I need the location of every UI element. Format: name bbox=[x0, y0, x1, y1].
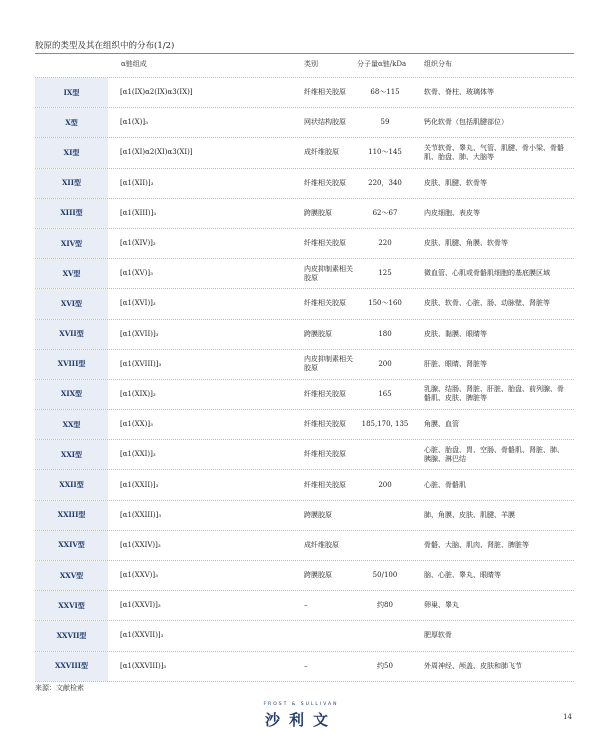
chain-cell: [α1(IX)α2(IX)α3(IX)] bbox=[120, 88, 193, 97]
table-row bbox=[35, 288, 574, 318]
chain-cell: [α1(XXV)]₃ bbox=[120, 571, 158, 580]
chain-cell: [α1(XX)]₃ bbox=[120, 420, 153, 429]
mw-cell: 125 bbox=[378, 269, 392, 278]
class-cell: 跨膜胶原 bbox=[304, 208, 332, 217]
mw-cell: 180 bbox=[378, 329, 392, 338]
class-cell: 内皮抑制素相关胶原 bbox=[304, 264, 353, 282]
type-cell: XXI型 bbox=[35, 440, 108, 469]
table-row bbox=[35, 651, 574, 682]
class-cell: 纤维相关胶原 bbox=[304, 480, 346, 489]
class-cell: 成纤维胶原 bbox=[304, 540, 339, 549]
mw-cell bbox=[359, 440, 411, 469]
header-dist: 组织分布 bbox=[424, 60, 452, 68]
table-row bbox=[35, 469, 574, 499]
type-cell: X型 bbox=[35, 108, 108, 137]
page-number: 14 bbox=[563, 713, 572, 721]
dist-cell: 肥厚软骨 bbox=[424, 631, 452, 640]
chain-cell: [α1(XXVII)]₃ bbox=[120, 631, 164, 640]
class-cell: 纤维相关胶原 bbox=[304, 88, 346, 97]
mw-cell: 200 bbox=[378, 480, 392, 489]
mw-cell bbox=[359, 621, 411, 650]
table-row bbox=[35, 590, 574, 620]
chain-cell: [α1(XVI)]₃ bbox=[120, 299, 156, 308]
class-cell: 网状结构胶原 bbox=[304, 118, 346, 127]
table-row bbox=[35, 77, 574, 107]
table-row bbox=[35, 319, 574, 349]
table-row bbox=[35, 107, 574, 137]
mw-cell: 220，340 bbox=[368, 178, 402, 187]
chain-cell: [α1(XXVI)]₃ bbox=[120, 601, 161, 610]
chain-cell: [α1(XII)]₃ bbox=[120, 178, 154, 187]
dist-cell: 乳腺、结肠、肾脏、肝脏、胎盘、前列腺、骨骼肌、皮肤、脾脏等 bbox=[424, 385, 564, 403]
type-cell: XXVIII型 bbox=[35, 652, 108, 681]
mw-cell: 165 bbox=[378, 389, 392, 398]
dist-cell: 骨骼、大脑、肌肉、肾脏、脾脏等 bbox=[424, 540, 529, 549]
table-row bbox=[35, 198, 574, 228]
class-cell: 纤维相关胶原 bbox=[304, 178, 346, 187]
chain-cell: [α1(XI)α2(XI)α3(XI)] bbox=[120, 148, 193, 157]
table-row bbox=[35, 500, 574, 530]
table-row bbox=[35, 409, 574, 439]
chain-cell: [α1(XVII)]₃ bbox=[120, 329, 159, 338]
chain-cell: [α1(X)]₃ bbox=[120, 118, 148, 127]
chain-cell: [α1(XV)]₃ bbox=[120, 269, 153, 278]
class-cell: 纤维相关胶原 bbox=[304, 389, 346, 398]
table-row bbox=[35, 137, 574, 167]
dist-cell: 皮肤、肌腱、软骨等 bbox=[424, 178, 487, 187]
class-cell: 纤维相关胶原 bbox=[304, 239, 346, 248]
dist-cell: 心脏、胎盘、胃、空肠、骨骼肌、肾脏、肺、胰腺、淋巴结 bbox=[424, 445, 564, 463]
mw-cell: 220 bbox=[378, 239, 392, 248]
type-cell: XI型 bbox=[35, 138, 108, 167]
table-row bbox=[35, 228, 574, 258]
chain-cell: [α1(XVIII)]₃ bbox=[120, 359, 162, 368]
mw-cell: 200 bbox=[378, 359, 392, 368]
chain-cell: [α1(XIII)]₃ bbox=[120, 208, 157, 217]
class-cell: – bbox=[304, 661, 308, 670]
type-cell: XII型 bbox=[35, 169, 108, 198]
dist-cell: 软骨、脊柱、玻璃体等 bbox=[424, 88, 494, 97]
mw-cell: 59 bbox=[380, 118, 390, 127]
dist-cell: 皮肤、黏膜、眼睛等 bbox=[424, 329, 487, 338]
mw-cell: 185,170, 135 bbox=[361, 420, 409, 429]
dist-cell: 钙化软骨（包括肌腱部位） bbox=[424, 118, 508, 127]
type-cell: XIII型 bbox=[35, 199, 108, 228]
mw-cell: 68～115 bbox=[370, 88, 400, 97]
type-cell: XXV型 bbox=[35, 561, 108, 590]
chain-cell: [α1(XIX)]₃ bbox=[120, 389, 156, 398]
table-row bbox=[35, 620, 574, 650]
mw-cell: 62～67 bbox=[372, 208, 398, 217]
mw-cell: 约50 bbox=[377, 661, 393, 670]
table-body bbox=[35, 77, 574, 682]
page-title: 胶原的类型及其在组织中的分布(1/2) bbox=[35, 41, 175, 51]
table-row bbox=[35, 168, 574, 198]
type-cell: IX型 bbox=[35, 78, 108, 107]
type-cell: XXIII型 bbox=[35, 501, 108, 530]
brand-logo bbox=[0, 702, 602, 730]
class-cell: 纤维相关胶原 bbox=[304, 299, 346, 308]
mw-cell bbox=[359, 501, 411, 530]
dist-cell: 角膜、血管 bbox=[424, 420, 459, 429]
type-cell: XXII型 bbox=[35, 470, 108, 499]
class-cell: 成纤维胶原 bbox=[304, 148, 339, 157]
table-row bbox=[35, 560, 574, 590]
dist-cell: 皮肤、肌腱、角膜、软骨等 bbox=[424, 239, 508, 248]
dist-cell: 内皮细胞、表皮等 bbox=[424, 208, 480, 217]
mw-cell: 110～145 bbox=[368, 148, 402, 157]
dist-cell: 心脏、骨骼肌 bbox=[424, 480, 466, 489]
class-cell: – bbox=[304, 601, 308, 610]
table-row bbox=[35, 379, 574, 409]
collagen-table bbox=[35, 54, 574, 682]
chain-cell: [α1(XXI)]₃ bbox=[120, 450, 156, 459]
dist-cell: 肺、角膜、皮肤、肌腱、羊膜 bbox=[424, 510, 515, 519]
dist-cell: 微血管、心肌或骨骼肌细胞的基底膜区域 bbox=[424, 269, 550, 278]
type-cell: XV型 bbox=[35, 259, 108, 288]
source-note: 来源：文献检索 bbox=[35, 684, 84, 692]
class-cell: 纤维相关胶原 bbox=[304, 450, 346, 459]
chain-cell: [α1(XXIII)]₃ bbox=[120, 510, 162, 519]
chain-cell: [α1(XXVIII)]₃ bbox=[120, 661, 167, 670]
table-header bbox=[35, 54, 574, 77]
type-cell: XXVII型 bbox=[35, 621, 108, 650]
dist-cell: 外周神经、颅盖、皮肤和肺飞节 bbox=[424, 661, 522, 670]
dist-cell: 卵巢、睾丸 bbox=[424, 601, 459, 610]
class-cell bbox=[304, 621, 359, 650]
mw-cell: 50/100 bbox=[372, 571, 398, 580]
table-row bbox=[35, 439, 574, 469]
type-cell: XX型 bbox=[35, 410, 108, 439]
class-cell: 跨膜胶原 bbox=[304, 510, 332, 519]
type-cell: XXIV型 bbox=[35, 531, 108, 560]
dist-cell: 肝脏、眼睛、肾脏等 bbox=[424, 359, 487, 368]
dist-cell: 关节软骨、睾丸、气管、肌腱、骨小梁、骨骼肌、胎盘、肺、大脑等 bbox=[424, 143, 564, 161]
type-cell: XVIII型 bbox=[35, 350, 108, 379]
header-mw: 分子量α链/kDa bbox=[357, 60, 407, 68]
dist-cell: 脑、心脏、睾丸、眼睛等 bbox=[424, 571, 501, 580]
class-cell: 内皮抑制素相关胶原 bbox=[304, 355, 353, 373]
class-cell: 跨膜胶原 bbox=[304, 329, 332, 338]
type-cell: XIV型 bbox=[35, 229, 108, 258]
table-row bbox=[35, 530, 574, 560]
type-cell: XIX型 bbox=[35, 380, 108, 409]
logo-english: FROST & SULLIVAN bbox=[263, 702, 339, 707]
mw-cell bbox=[359, 531, 411, 560]
class-cell: 跨膜胶原 bbox=[304, 571, 332, 580]
dist-cell: 皮肤、软骨、心脏、肠、动脉壁、肾脏等 bbox=[424, 299, 550, 308]
table-row bbox=[35, 349, 574, 379]
table-row bbox=[35, 258, 574, 288]
chain-cell: [α1(XXII)]₃ bbox=[120, 480, 159, 489]
header-chain: α链组成 bbox=[121, 60, 147, 68]
chain-cell: [α1(XXIV)]₃ bbox=[120, 540, 161, 549]
logo-chinese: 沙利文 bbox=[264, 711, 337, 729]
type-cell: XVI型 bbox=[35, 289, 108, 318]
type-cell: XXVI型 bbox=[35, 591, 108, 620]
type-cell: XVII型 bbox=[35, 320, 108, 349]
mw-cell: 150～160 bbox=[368, 299, 402, 308]
header-class: 类别 bbox=[304, 60, 318, 68]
class-cell: 纤维相关胶原 bbox=[304, 420, 346, 429]
chain-cell: [α1(XIV)]₃ bbox=[120, 239, 156, 248]
mw-cell: 约80 bbox=[377, 601, 393, 610]
